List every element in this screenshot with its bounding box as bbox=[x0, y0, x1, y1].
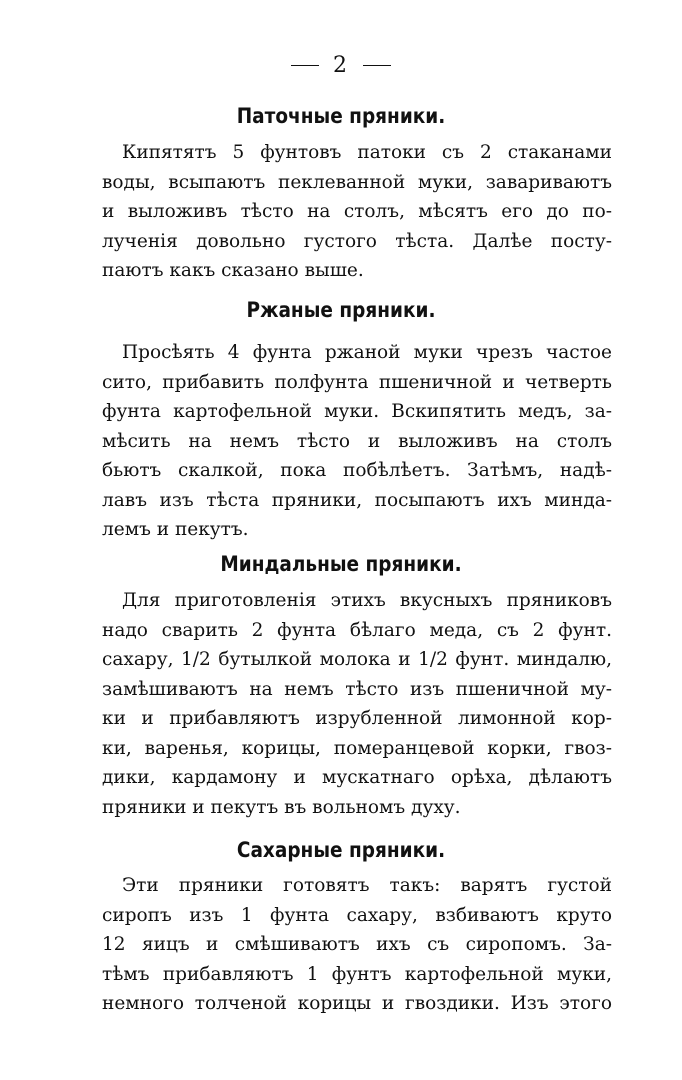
text-line: немного толченой корицы и гвоздики. Изъ этого bbox=[102, 993, 612, 1014]
text-line: сито, прибавить полфунта пшеничной и четверть bbox=[102, 371, 612, 393]
section-title-sakharnye: Сахарные пряники. bbox=[236, 838, 446, 862]
text-line: 12 яицъ и смѣшиваютъ ихъ съ сиропомъ. За- bbox=[102, 934, 612, 955]
page-number-value: 2 bbox=[333, 52, 349, 78]
text-line: мѣсить на немъ тѣсто и выложивъ на столъ bbox=[102, 430, 612, 452]
page-number bbox=[0, 52, 682, 78]
text-line: дики, кардамону и мускатнаго орѣха, дѣлаютъ bbox=[102, 767, 612, 788]
left-dash bbox=[291, 65, 319, 66]
text-line: ки и прибавляютъ изрубленной лимонной кор- bbox=[102, 708, 612, 729]
section-text-mindalnye bbox=[102, 586, 612, 822]
text-line: и выложивъ тѣсто на столъ, мѣсятъ его до по- bbox=[102, 201, 612, 222]
section-text-sakharnye bbox=[102, 871, 612, 1019]
text-line: бьютъ скалкой, пока побѣлѣетъ. Затѣмъ, надѣ- bbox=[102, 460, 612, 481]
right-dash bbox=[363, 65, 391, 66]
text-line: замѣшиваютъ на немъ тѣсто изъ пшеничной му- bbox=[102, 678, 612, 700]
section-title-rzhanye: Ржаные пряники. bbox=[246, 298, 436, 322]
section-text-patochnye bbox=[102, 138, 612, 286]
text-line: Просѣять 4 фунта ржаной муки чрезъ частое bbox=[122, 342, 612, 363]
text-line: пряники и пекутъ въ вольномъ духу. bbox=[102, 796, 461, 818]
text-line: фунта картофельной муки. Вскипятить медъ, за- bbox=[102, 401, 612, 422]
text-line: сахару, 1/2 бутылкой молока и 1/2 фунт. миндалю, bbox=[102, 649, 612, 670]
text-line: воды, всыпаютъ пеклеванной муки, завариваютъ bbox=[102, 171, 612, 193]
text-line: лемъ и пекутъ. bbox=[102, 519, 249, 540]
text-line: сиропъ изъ 1 фунта сахару, взбиваютъ круто bbox=[102, 904, 612, 926]
text-line: Кипятятъ 5 фунтовъ патоки съ 2 стаканами bbox=[122, 142, 612, 163]
section-text-rzhanye bbox=[102, 338, 612, 545]
text-line: Эти пряники готовятъ такъ: варятъ густой bbox=[122, 875, 612, 896]
section-title-mindalnye: Миндальные пряники. bbox=[220, 552, 462, 576]
text-line: надо сварить 2 фунта бѣлаго меда, съ 2 фунт. bbox=[102, 619, 612, 641]
text-line: тѣмъ прибавляютъ 1 фунтъ картофельной муки, bbox=[102, 963, 612, 985]
text-line: лавъ изъ тѣста пряники, посыпаютъ ихъ минда- bbox=[102, 489, 612, 511]
text-line: ки, варенья, корицы, померанцевой корки, гвоз- bbox=[102, 737, 612, 759]
section-title-patochnye: Паточные пряники. bbox=[236, 104, 446, 128]
text-line: лученія довольно густого тѣста. Далѣе посту- bbox=[102, 230, 612, 252]
text-line: паютъ какъ сказано выше. bbox=[102, 260, 364, 281]
text-line: Для приготовленія этихъ вкусныхъ пряниковъ bbox=[122, 590, 612, 611]
